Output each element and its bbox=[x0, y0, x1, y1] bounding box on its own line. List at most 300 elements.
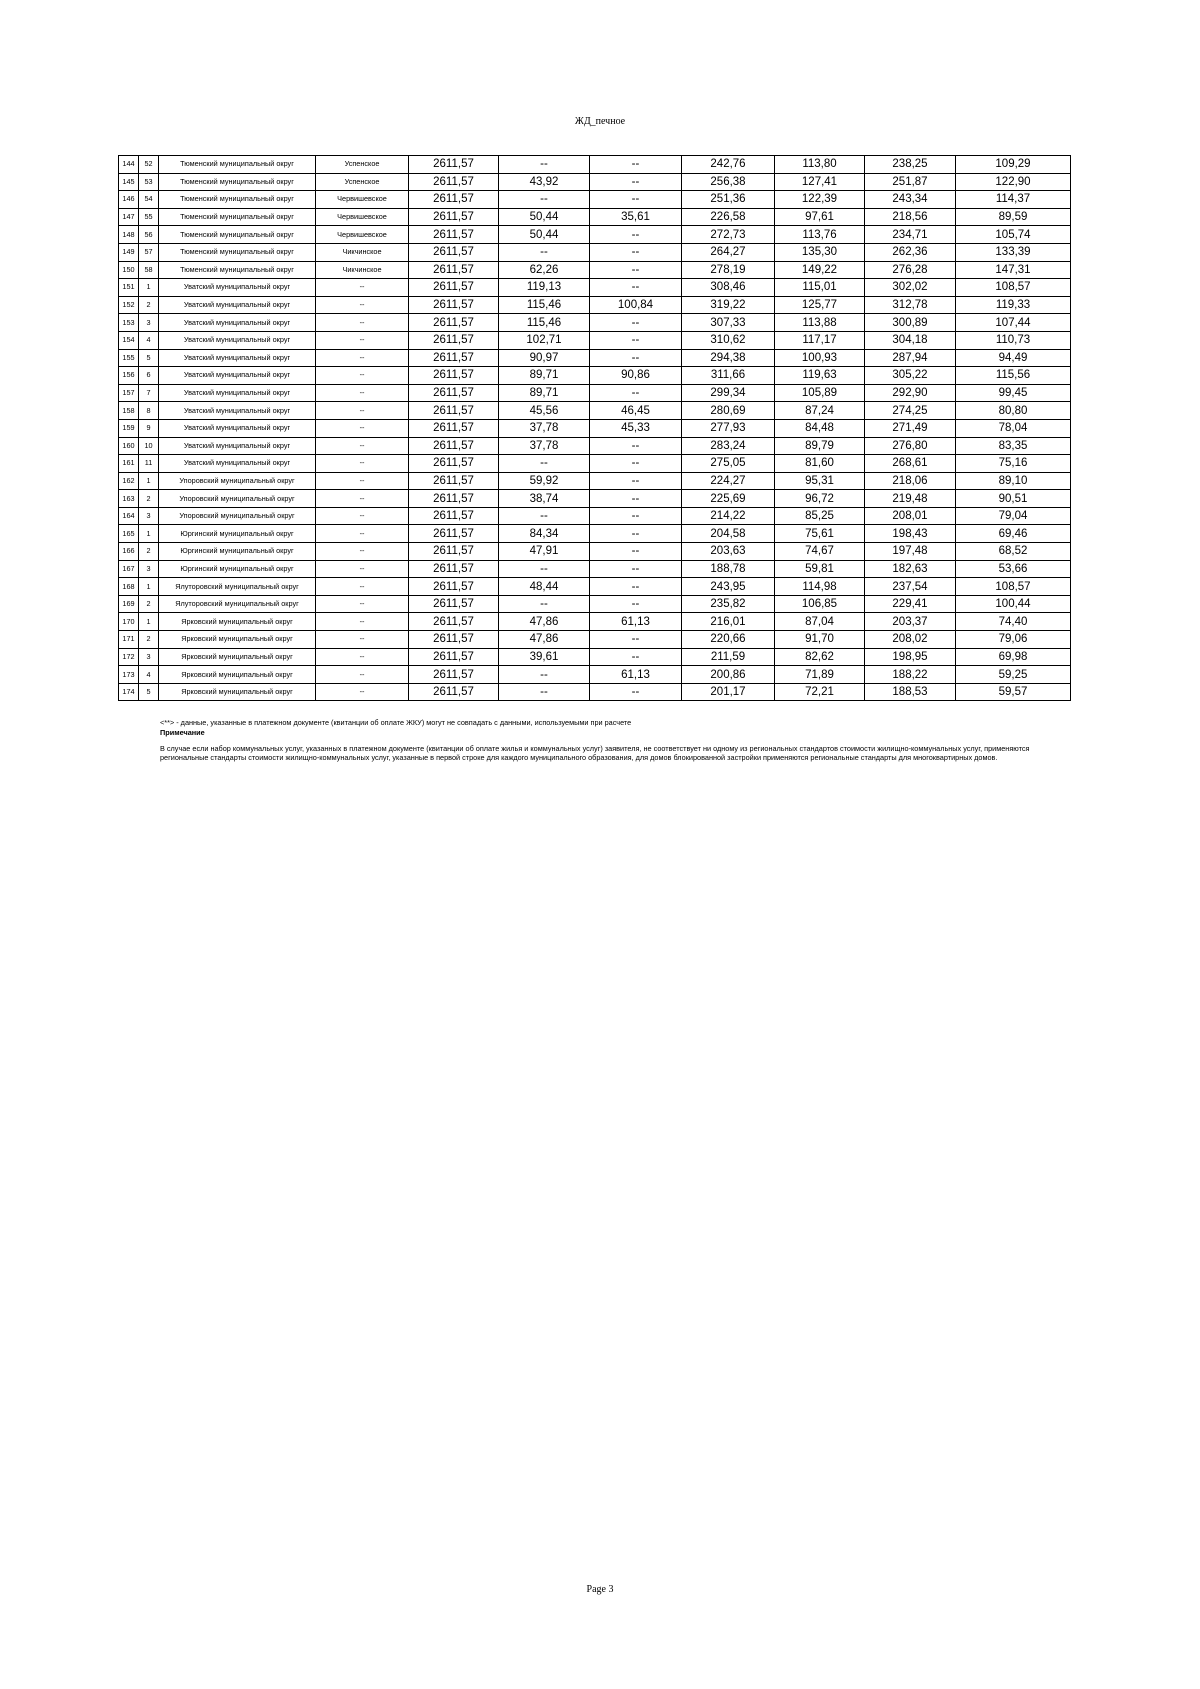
document-title: ЖД_печное bbox=[574, 116, 626, 127]
value-col-6: 300,89 bbox=[865, 314, 956, 332]
district-name: Упоровский муниципальный округ bbox=[159, 490, 316, 508]
value-col-6: 219,48 bbox=[865, 490, 956, 508]
value-col-2: 47,86 bbox=[499, 631, 590, 649]
value-col-5: 81,60 bbox=[775, 455, 865, 473]
table-row bbox=[119, 349, 1071, 367]
value-col-3: 61,13 bbox=[590, 666, 682, 684]
value-col-5: 87,24 bbox=[775, 402, 865, 420]
value-col-3: -- bbox=[590, 173, 682, 191]
value-col-3: -- bbox=[590, 349, 682, 367]
table-row bbox=[119, 208, 1071, 226]
row-number: 158 bbox=[119, 402, 139, 420]
settlement-name: -- bbox=[316, 631, 409, 649]
local-index: 7 bbox=[139, 384, 159, 402]
table-row bbox=[119, 384, 1071, 402]
local-index: 8 bbox=[139, 402, 159, 420]
settlement-name: -- bbox=[316, 384, 409, 402]
value-col-6: 188,22 bbox=[865, 666, 956, 684]
value-col-1: 2611,57 bbox=[409, 543, 499, 561]
value-col-5: 91,70 bbox=[775, 631, 865, 649]
row-number: 168 bbox=[119, 578, 139, 596]
value-col-3: -- bbox=[590, 226, 682, 244]
value-col-4: 224,27 bbox=[682, 472, 775, 490]
value-col-4: 200,86 bbox=[682, 666, 775, 684]
settlement-name: -- bbox=[316, 595, 409, 613]
value-col-5: 75,61 bbox=[775, 525, 865, 543]
value-col-6: 268,61 bbox=[865, 455, 956, 473]
value-col-6: 198,43 bbox=[865, 525, 956, 543]
value-col-3: -- bbox=[590, 455, 682, 473]
value-col-3: -- bbox=[590, 156, 682, 174]
value-col-7: 90,51 bbox=[956, 490, 1071, 508]
value-col-4: 307,33 bbox=[682, 314, 775, 332]
local-index: 53 bbox=[139, 173, 159, 191]
settlement-name: -- bbox=[316, 666, 409, 684]
row-number: 161 bbox=[119, 455, 139, 473]
value-col-2: 115,46 bbox=[499, 296, 590, 314]
local-index: 3 bbox=[139, 507, 159, 525]
value-col-4: 264,27 bbox=[682, 243, 775, 261]
value-col-1: 2611,57 bbox=[409, 455, 499, 473]
table-row bbox=[119, 261, 1071, 279]
value-col-7: 114,37 bbox=[956, 191, 1071, 209]
settlement-name: -- bbox=[316, 525, 409, 543]
value-col-1: 2611,57 bbox=[409, 191, 499, 209]
settlement-name: -- bbox=[316, 279, 409, 297]
value-col-7: 83,35 bbox=[956, 437, 1071, 455]
value-col-5: 71,89 bbox=[775, 666, 865, 684]
value-col-7: 109,29 bbox=[956, 156, 1071, 174]
value-col-7: 53,66 bbox=[956, 560, 1071, 578]
value-col-1: 2611,57 bbox=[409, 402, 499, 420]
value-col-4: 283,24 bbox=[682, 437, 775, 455]
value-col-5: 95,31 bbox=[775, 472, 865, 490]
district-name: Ялуторовский муниципальный округ bbox=[159, 578, 316, 596]
table-row bbox=[119, 402, 1071, 420]
row-number: 157 bbox=[119, 384, 139, 402]
local-index: 9 bbox=[139, 419, 159, 437]
row-number: 170 bbox=[119, 613, 139, 631]
value-col-3: -- bbox=[590, 331, 682, 349]
settlement-name: -- bbox=[316, 296, 409, 314]
value-col-7: 89,59 bbox=[956, 208, 1071, 226]
table-row bbox=[119, 648, 1071, 666]
settlement-name: -- bbox=[316, 507, 409, 525]
table-row bbox=[119, 455, 1071, 473]
settlement-name: Успенское bbox=[316, 173, 409, 191]
value-col-3: -- bbox=[590, 437, 682, 455]
value-col-7: 119,33 bbox=[956, 296, 1071, 314]
row-number: 171 bbox=[119, 631, 139, 649]
settlement-name: -- bbox=[316, 578, 409, 596]
value-col-2: 90,97 bbox=[499, 349, 590, 367]
value-col-4: 308,46 bbox=[682, 279, 775, 297]
value-col-5: 117,17 bbox=[775, 331, 865, 349]
district-name: Упоровский муниципальный округ bbox=[159, 507, 316, 525]
value-col-3: -- bbox=[590, 648, 682, 666]
value-col-7: 100,44 bbox=[956, 595, 1071, 613]
value-col-1: 2611,57 bbox=[409, 208, 499, 226]
value-col-6: 305,22 bbox=[865, 367, 956, 385]
row-number: 160 bbox=[119, 437, 139, 455]
local-index: 4 bbox=[139, 331, 159, 349]
value-col-6: 208,01 bbox=[865, 507, 956, 525]
value-col-6: 218,06 bbox=[865, 472, 956, 490]
value-col-4: 220,66 bbox=[682, 631, 775, 649]
district-name: Тюменский муниципальный округ bbox=[159, 191, 316, 209]
local-index: 5 bbox=[139, 683, 159, 701]
settlement-name: -- bbox=[316, 472, 409, 490]
value-col-2: -- bbox=[499, 455, 590, 473]
value-col-1: 2611,57 bbox=[409, 226, 499, 244]
settlement-name: Червишевское bbox=[316, 226, 409, 244]
value-col-1: 2611,57 bbox=[409, 683, 499, 701]
table-row bbox=[119, 560, 1071, 578]
district-name: Уватский муниципальный округ bbox=[159, 384, 316, 402]
district-name: Юргинский муниципальный округ bbox=[159, 560, 316, 578]
settlement-name: -- bbox=[316, 543, 409, 561]
value-col-2: 37,78 bbox=[499, 437, 590, 455]
value-col-6: 234,71 bbox=[865, 226, 956, 244]
value-col-2: 45,56 bbox=[499, 402, 590, 420]
table-row bbox=[119, 525, 1071, 543]
table-row bbox=[119, 595, 1071, 613]
local-index: 1 bbox=[139, 578, 159, 596]
local-index: 1 bbox=[139, 525, 159, 543]
value-col-2: 43,92 bbox=[499, 173, 590, 191]
value-col-2: 47,86 bbox=[499, 613, 590, 631]
standards-table bbox=[118, 155, 1070, 701]
row-number: 155 bbox=[119, 349, 139, 367]
value-col-1: 2611,57 bbox=[409, 156, 499, 174]
value-col-7: 78,04 bbox=[956, 419, 1071, 437]
value-col-5: 149,22 bbox=[775, 261, 865, 279]
value-col-6: 243,34 bbox=[865, 191, 956, 209]
row-number: 159 bbox=[119, 419, 139, 437]
settlement-name: -- bbox=[316, 437, 409, 455]
value-col-1: 2611,57 bbox=[409, 613, 499, 631]
settlement-name: -- bbox=[316, 367, 409, 385]
note-body: В случае если набор коммунальных услуг, указанных в платежном документе (квитанции об оплате жилья и коммунальных услуг) заявителя, не соответствует ни одному из региональных стандартов стоимости жилищно-коммунальных услуг, применяются региональные стандарты стоимости жилищно-коммунальных услуг, указанные в первой строке для каждого муниципального образования, для домов блокированной застройки применяются региональные стандарты для многоквартирных домов. bbox=[160, 744, 1030, 762]
value-col-7: 59,25 bbox=[956, 666, 1071, 684]
value-col-2: -- bbox=[499, 666, 590, 684]
local-index: 57 bbox=[139, 243, 159, 261]
value-col-7: 99,45 bbox=[956, 384, 1071, 402]
table-row bbox=[119, 419, 1071, 437]
settlement-name: -- bbox=[316, 402, 409, 420]
value-col-6: 271,49 bbox=[865, 419, 956, 437]
value-col-7: 80,80 bbox=[956, 402, 1071, 420]
value-col-1: 2611,57 bbox=[409, 367, 499, 385]
settlement-name: Успенское bbox=[316, 156, 409, 174]
row-number: 167 bbox=[119, 560, 139, 578]
value-col-4: 319,22 bbox=[682, 296, 775, 314]
settlement-name: -- bbox=[316, 560, 409, 578]
local-index: 2 bbox=[139, 296, 159, 314]
value-col-5: 74,67 bbox=[775, 543, 865, 561]
value-col-1: 2611,57 bbox=[409, 631, 499, 649]
value-col-5: 114,98 bbox=[775, 578, 865, 596]
value-col-7: 69,98 bbox=[956, 648, 1071, 666]
value-col-3: 35,61 bbox=[590, 208, 682, 226]
value-col-5: 115,01 bbox=[775, 279, 865, 297]
settlement-name: Червишевское bbox=[316, 191, 409, 209]
table-row bbox=[119, 156, 1071, 174]
table-row bbox=[119, 279, 1071, 297]
settlement-name: -- bbox=[316, 683, 409, 701]
row-number: 166 bbox=[119, 543, 139, 561]
settlement-name: -- bbox=[316, 648, 409, 666]
value-col-2: 102,71 bbox=[499, 331, 590, 349]
row-number: 154 bbox=[119, 331, 139, 349]
district-name: Уватский муниципальный округ bbox=[159, 437, 316, 455]
value-col-2: 50,44 bbox=[499, 226, 590, 244]
value-col-6: 312,78 bbox=[865, 296, 956, 314]
settlement-name: -- bbox=[316, 419, 409, 437]
value-col-4: 310,62 bbox=[682, 331, 775, 349]
row-number: 144 bbox=[119, 156, 139, 174]
value-col-1: 2611,57 bbox=[409, 296, 499, 314]
district-name: Ярковский муниципальный округ bbox=[159, 666, 316, 684]
value-col-2: -- bbox=[499, 595, 590, 613]
value-col-4: 277,93 bbox=[682, 419, 775, 437]
value-col-6: 182,63 bbox=[865, 560, 956, 578]
district-name: Ярковский муниципальный округ bbox=[159, 648, 316, 666]
table-row bbox=[119, 243, 1071, 261]
value-col-6: 251,87 bbox=[865, 173, 956, 191]
local-index: 3 bbox=[139, 648, 159, 666]
value-col-3: -- bbox=[590, 243, 682, 261]
value-col-2: -- bbox=[499, 191, 590, 209]
value-col-1: 2611,57 bbox=[409, 261, 499, 279]
value-col-4: 225,69 bbox=[682, 490, 775, 508]
value-col-1: 2611,57 bbox=[409, 384, 499, 402]
row-number: 152 bbox=[119, 296, 139, 314]
value-col-1: 2611,57 bbox=[409, 666, 499, 684]
table-row bbox=[119, 367, 1071, 385]
table-row bbox=[119, 173, 1071, 191]
value-col-1: 2611,57 bbox=[409, 279, 499, 297]
value-col-2: 39,61 bbox=[499, 648, 590, 666]
local-index: 1 bbox=[139, 613, 159, 631]
value-col-3: 46,45 bbox=[590, 402, 682, 420]
value-col-7: 79,06 bbox=[956, 631, 1071, 649]
value-col-7: 107,44 bbox=[956, 314, 1071, 332]
value-col-6: 198,95 bbox=[865, 648, 956, 666]
district-name: Уватский муниципальный округ bbox=[159, 279, 316, 297]
value-col-4: 188,78 bbox=[682, 560, 775, 578]
value-col-5: 119,63 bbox=[775, 367, 865, 385]
value-col-4: 201,17 bbox=[682, 683, 775, 701]
value-col-5: 72,21 bbox=[775, 683, 865, 701]
table-row bbox=[119, 543, 1071, 561]
value-col-1: 2611,57 bbox=[409, 595, 499, 613]
table-row bbox=[119, 507, 1071, 525]
table-row bbox=[119, 490, 1071, 508]
value-col-5: 113,80 bbox=[775, 156, 865, 174]
value-col-2: 47,91 bbox=[499, 543, 590, 561]
value-col-3: -- bbox=[590, 472, 682, 490]
value-col-6: 218,56 bbox=[865, 208, 956, 226]
value-col-3: -- bbox=[590, 595, 682, 613]
value-col-2: 59,92 bbox=[499, 472, 590, 490]
value-col-3: -- bbox=[590, 191, 682, 209]
table-row bbox=[119, 472, 1071, 490]
value-col-6: 274,25 bbox=[865, 402, 956, 420]
value-col-6: 197,48 bbox=[865, 543, 956, 561]
value-col-7: 147,31 bbox=[956, 261, 1071, 279]
value-col-1: 2611,57 bbox=[409, 243, 499, 261]
row-number: 162 bbox=[119, 472, 139, 490]
table-row bbox=[119, 578, 1071, 596]
value-col-2: 89,71 bbox=[499, 384, 590, 402]
value-col-3: 90,86 bbox=[590, 367, 682, 385]
value-col-2: -- bbox=[499, 507, 590, 525]
value-col-2: -- bbox=[499, 560, 590, 578]
value-col-3: 100,84 bbox=[590, 296, 682, 314]
local-index: 55 bbox=[139, 208, 159, 226]
value-col-6: 238,25 bbox=[865, 156, 956, 174]
table-row bbox=[119, 191, 1071, 209]
value-col-2: 84,34 bbox=[499, 525, 590, 543]
value-col-1: 2611,57 bbox=[409, 419, 499, 437]
table-row bbox=[119, 631, 1071, 649]
district-name: Уватский муниципальный округ bbox=[159, 296, 316, 314]
value-col-3: -- bbox=[590, 490, 682, 508]
value-col-1: 2611,57 bbox=[409, 560, 499, 578]
value-col-4: 256,38 bbox=[682, 173, 775, 191]
district-name: Уватский муниципальный округ bbox=[159, 349, 316, 367]
value-col-2: 62,26 bbox=[499, 261, 590, 279]
settlement-name: -- bbox=[316, 331, 409, 349]
value-col-3: -- bbox=[590, 578, 682, 596]
value-col-3: -- bbox=[590, 384, 682, 402]
row-number: 151 bbox=[119, 279, 139, 297]
value-col-6: 262,36 bbox=[865, 243, 956, 261]
value-col-7: 108,57 bbox=[956, 279, 1071, 297]
value-col-4: 214,22 bbox=[682, 507, 775, 525]
value-col-4: 211,59 bbox=[682, 648, 775, 666]
value-col-7: 115,56 bbox=[956, 367, 1071, 385]
value-col-5: 87,04 bbox=[775, 613, 865, 631]
table-row bbox=[119, 226, 1071, 244]
row-number: 146 bbox=[119, 191, 139, 209]
district-name: Тюменский муниципальный округ bbox=[159, 243, 316, 261]
row-number: 169 bbox=[119, 595, 139, 613]
notes-section bbox=[160, 718, 1060, 762]
local-index: 3 bbox=[139, 314, 159, 332]
district-name: Уватский муниципальный округ bbox=[159, 331, 316, 349]
value-col-4: 272,73 bbox=[682, 226, 775, 244]
value-col-6: 302,02 bbox=[865, 279, 956, 297]
value-col-1: 2611,57 bbox=[409, 578, 499, 596]
value-col-5: 135,30 bbox=[775, 243, 865, 261]
value-col-1: 2611,57 bbox=[409, 472, 499, 490]
value-col-2: 37,78 bbox=[499, 419, 590, 437]
value-col-6: 287,94 bbox=[865, 349, 956, 367]
local-index: 11 bbox=[139, 455, 159, 473]
table-row bbox=[119, 666, 1071, 684]
value-col-4: 275,05 bbox=[682, 455, 775, 473]
table-row bbox=[119, 683, 1071, 701]
value-col-2: -- bbox=[499, 243, 590, 261]
table-row bbox=[119, 296, 1071, 314]
value-col-5: 113,76 bbox=[775, 226, 865, 244]
local-index: 2 bbox=[139, 631, 159, 649]
row-number: 165 bbox=[119, 525, 139, 543]
value-col-6: 203,37 bbox=[865, 613, 956, 631]
value-col-7: 105,74 bbox=[956, 226, 1071, 244]
value-col-1: 2611,57 bbox=[409, 437, 499, 455]
value-col-2: 115,46 bbox=[499, 314, 590, 332]
local-index: 5 bbox=[139, 349, 159, 367]
value-col-4: 243,95 bbox=[682, 578, 775, 596]
district-name: Ярковский муниципальный округ bbox=[159, 631, 316, 649]
local-index: 54 bbox=[139, 191, 159, 209]
local-index: 1 bbox=[139, 472, 159, 490]
value-col-1: 2611,57 bbox=[409, 314, 499, 332]
local-index: 2 bbox=[139, 595, 159, 613]
value-col-5: 106,85 bbox=[775, 595, 865, 613]
value-col-2: 50,44 bbox=[499, 208, 590, 226]
value-col-3: 61,13 bbox=[590, 613, 682, 631]
table-row bbox=[119, 437, 1071, 455]
value-col-6: 292,90 bbox=[865, 384, 956, 402]
value-col-4: 311,66 bbox=[682, 367, 775, 385]
district-name: Тюменский муниципальный округ bbox=[159, 173, 316, 191]
value-col-1: 2611,57 bbox=[409, 490, 499, 508]
settlement-name: -- bbox=[316, 490, 409, 508]
row-number: 147 bbox=[119, 208, 139, 226]
district-name: Тюменский муниципальный округ bbox=[159, 156, 316, 174]
value-col-2: -- bbox=[499, 156, 590, 174]
district-name: Упоровский муниципальный округ bbox=[159, 472, 316, 490]
local-index: 52 bbox=[139, 156, 159, 174]
district-name: Ярковский муниципальный округ bbox=[159, 613, 316, 631]
value-col-7: 69,46 bbox=[956, 525, 1071, 543]
district-name: Юргинский муниципальный округ bbox=[159, 543, 316, 561]
value-col-3: -- bbox=[590, 314, 682, 332]
value-col-7: 110,73 bbox=[956, 331, 1071, 349]
value-col-3: -- bbox=[590, 543, 682, 561]
row-number: 153 bbox=[119, 314, 139, 332]
value-col-3: -- bbox=[590, 683, 682, 701]
value-col-3: -- bbox=[590, 507, 682, 525]
value-col-4: 235,82 bbox=[682, 595, 775, 613]
settlement-name: -- bbox=[316, 613, 409, 631]
value-col-3: -- bbox=[590, 261, 682, 279]
value-col-1: 2611,57 bbox=[409, 525, 499, 543]
value-col-2: 119,13 bbox=[499, 279, 590, 297]
value-col-4: 278,19 bbox=[682, 261, 775, 279]
district-name: Юргинский муниципальный округ bbox=[159, 525, 316, 543]
local-index: 2 bbox=[139, 543, 159, 561]
local-index: 3 bbox=[139, 560, 159, 578]
value-col-3: -- bbox=[590, 279, 682, 297]
row-number: 145 bbox=[119, 173, 139, 191]
value-col-6: 304,18 bbox=[865, 331, 956, 349]
value-col-5: 127,41 bbox=[775, 173, 865, 191]
value-col-6: 276,80 bbox=[865, 437, 956, 455]
value-col-7: 75,16 bbox=[956, 455, 1071, 473]
value-col-6: 208,02 bbox=[865, 631, 956, 649]
value-col-6: 276,28 bbox=[865, 261, 956, 279]
local-index: 4 bbox=[139, 666, 159, 684]
row-number: 150 bbox=[119, 261, 139, 279]
value-col-4: 226,58 bbox=[682, 208, 775, 226]
value-col-7: 122,90 bbox=[956, 173, 1071, 191]
district-name: Тюменский муниципальный округ bbox=[159, 226, 316, 244]
